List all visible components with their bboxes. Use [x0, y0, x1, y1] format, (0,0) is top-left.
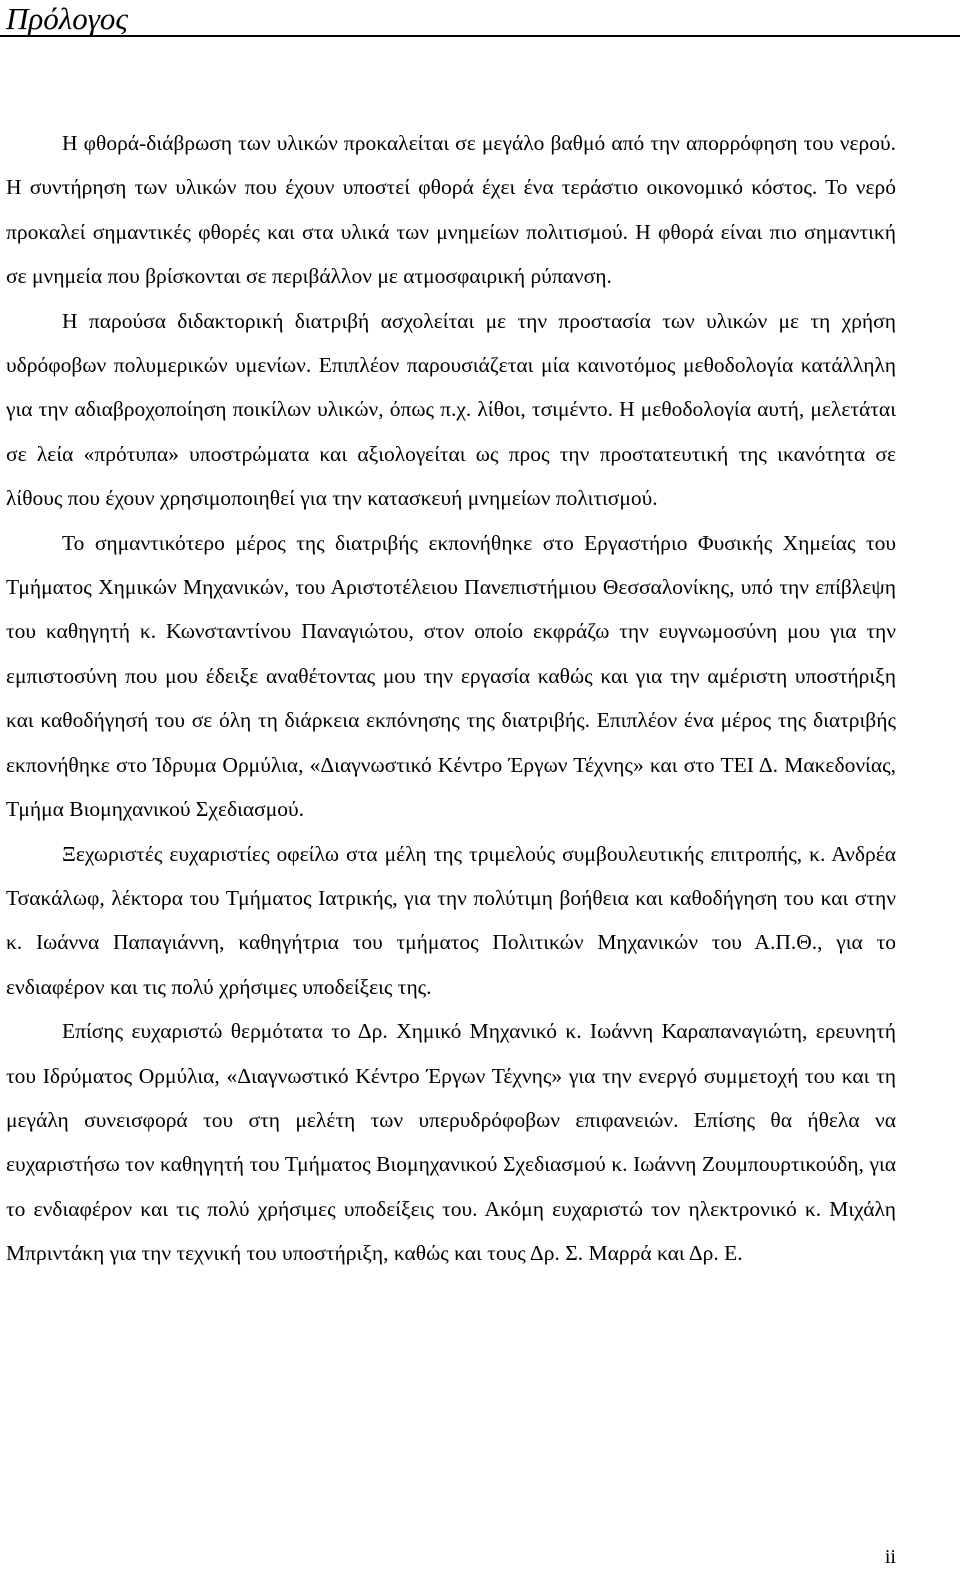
paragraph-4: Ξεχωριστές ευχαριστίες οφείλω στα μέλη της τριμελούς συμβουλευτικής επιτροπής, κ. Ανδρέα Τσακάλωφ, λέκτορα του Τμήματος Ιατρικής, για την πολύτιμη βοήθεια και καθοδήγηση του και στην κ. Ιωάννα Παπαγιάννη, καθηγήτρια του τμήματος Πολιτικών Μηχανικών του Α.Π.Θ., για το ενδιαφέρον και τις πολύ χρήσιμες υποδείξεις της. [6, 841, 896, 999]
paragraph-2: Η παρούσα διδακτορική διατριβή ασχολείται με την προστασία των υλικών με τη χρήση υδρόφοβων πολυμερικών υμενίων. Επιπλέον παρουσιάζεται μία καινοτόμος μεθοδολογία κατάλληλη για την αδιαβροχοποίηση ποικίλων υλικών, όπως π.χ. λίθοι, τσιμέντο. Η μεθοδολογία αυτή, μελετάται σε λεία «πρότυπα» υποστρώματα και αξιολογείται ως προς την προστατευτική της ικανότητα σε λίθους που έχουν χρησιμοποιηθεί για την κατασκευή μνημείων πολιτισμού. [6, 308, 896, 511]
document-body [6, 121, 896, 1276]
page-title: Πρόλογος [6, 1, 128, 36]
paragraph-1: Η φθορά-διάβρωση των υλικών προκαλείται σε μεγάλο βαθμό από την απορρόφηση του νερού. Η συντήρηση των υλικών που έχουν υποστεί φθορά έχει ένα τεράστιο οικονομικό κόστος. Το νερό προκαλεί σημαντικές φθορές και στα υλικά των μνημείων πολιτισμού. Η φθορά είναι πιο σημαντική σε μνημεία που βρίσκονται σε περιβάλλον με ατμοσφαιρική ρύπανση. [6, 131, 896, 289]
paragraph-5: Επίσης ευχαριστώ θερμότατα το Δρ. Χημικό Μηχανικό κ. Ιωάννη Καραπαναγιώτη, ερευνητή του Ιδρύματος Ορμύλια, «Διαγνωστικό Κέντρο Έργων Τέχνης» για την ενεργό συμμετοχή του και τη μεγάλη συνεισφορά του στη μελέτη των υπερυδρόφοβων επιφανειών. Επίσης θα ήθελα να ευχαριστήσω τον καθηγητή του Τμήματος Βιομηχανικού Σχεδιασμού κ. Ιωάννη Ζουμπουρτικούδη, για το ενδιαφέρον και τις πολύ χρήσιμες υποδείξεις του. Ακόμη ευχαριστώ τον ηλεκτρονικό κ. Μιχάλη Μπριντάκη για την τεχνική του υποστήριξη, καθώς και τους Δρ. Σ. Μαρρά και Δρ. Ε. [6, 1019, 896, 1266]
paragraph-3: Το σημαντικότερο μέρος της διατριβής εκπονήθηκε στο Εργαστήριο Φυσικής Χημείας του Τμήματος Χημικών Μηχανικών, του Αριστοτέλειου Πανεπιστήμιου Θεσσαλονίκης, υπό την επίβλεψη του καθηγητή κ. Κωνσταντίνου Παναγιώτου, στον οποίο εκφράζω την ευγνωμοσύνη μου για την εμπιστοσύνη που μου έδειξε αναθέτοντας μου την εργασία καθώς και για την αμέριστη υποστήριξη και καθοδήγησή του σε όλη τη διάρκεια εκπόνησης της διατριβής. Επιπλέον ένα μέρος της διατριβής εκπονήθηκε στο Ίδρυμα Ορμύλια, «Διαγνωστικό Κέντρο Έργων Τέχνης» και στο ΤΕΙ Δ. Μακεδονίας, Τμήμα Βιομηχανικού Σχεδιασμού. [6, 530, 896, 822]
title-underline [0, 35, 960, 37]
page-number: ii [884, 1546, 896, 1568]
